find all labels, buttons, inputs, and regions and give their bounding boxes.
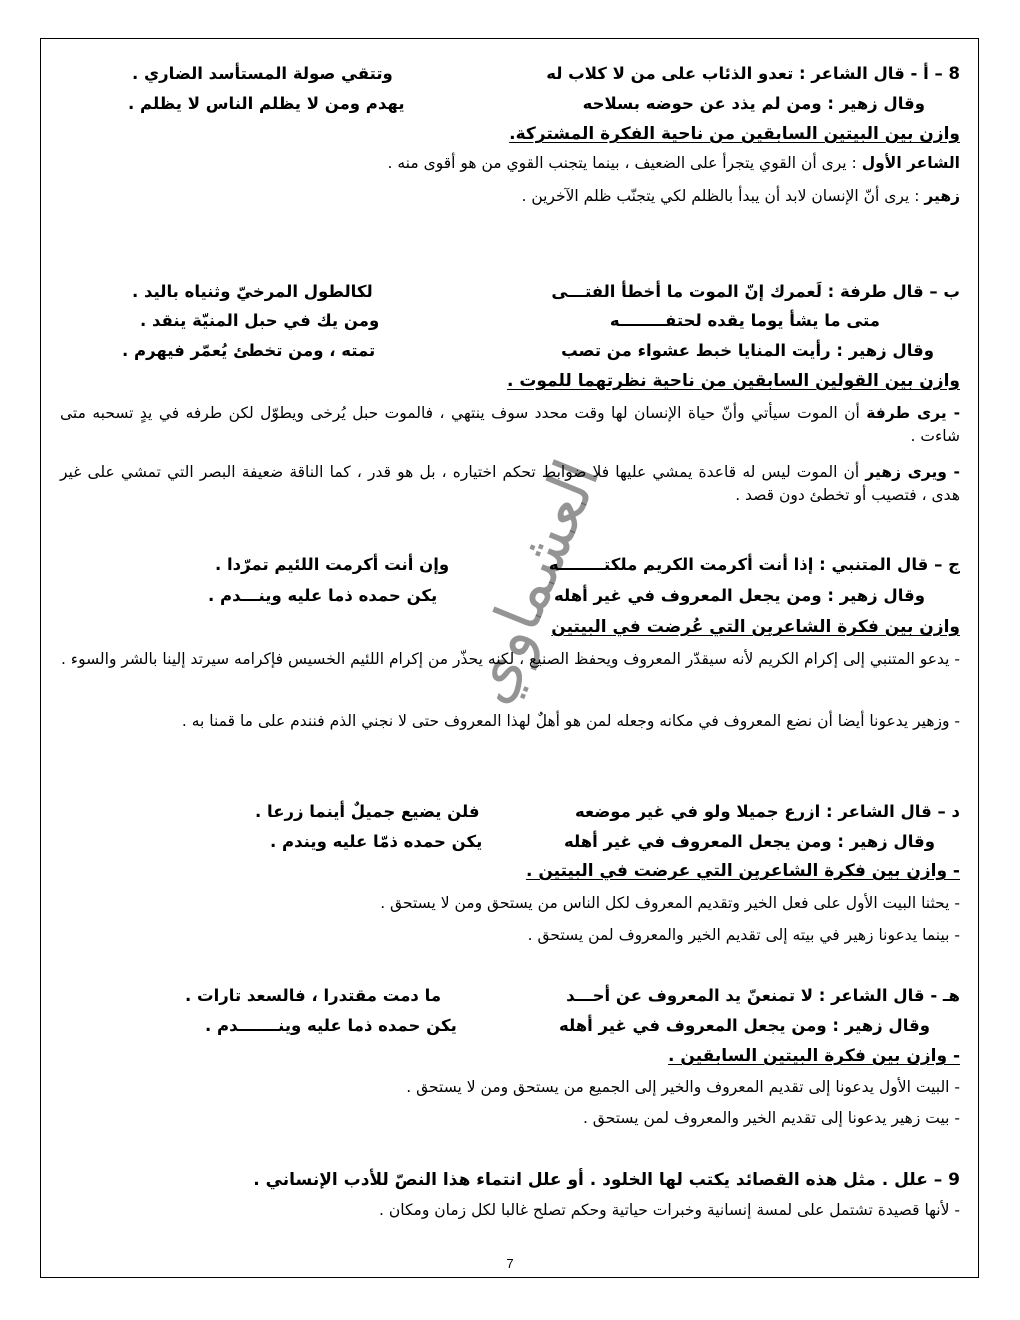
s8d-answer-2: - بينما يدعونا زهير في بيته إلى تقديم الخير والمعروف لمن يستحق . bbox=[527, 926, 960, 944]
s8e-answer-1: - البيت الأول يدعونا إلى تقديم المعروف والخير إلى الجميع من يستحق ومن لا يستحق . bbox=[406, 1078, 960, 1096]
s8d-verse2-first-half: وقال زهير : ومن يجعل المعروف في غير أهله bbox=[563, 832, 935, 851]
s8a-answer-1-label: الشاعر الأول bbox=[861, 154, 960, 172]
s8b-verse1-second-half: لكالطول المرخيّ وثنياه باليد . bbox=[132, 282, 373, 301]
s8d-question: - وازن بين فكرة الشاعرين التي عرضت في البيتين . bbox=[525, 861, 960, 881]
s8e-verse2-second-half: يكن حمده ذما عليه وينـــــــدم . bbox=[205, 1016, 457, 1035]
s8b-answer-2-text: أن الموت ليس له قاعدة يمشي عليها فلا ضوابط تحكم اختياره ، بل هو قدر ، كما الناقة ضعيفة البصر التي تمشي على غير هدى ، فتصيب أو تخطئ دون قصد . bbox=[60, 463, 960, 504]
s8a-verse1-second-half: وتتقي صولة المستأسد الضاري . bbox=[132, 64, 393, 83]
s8b-verse2-first-half: متى ما يشأ يوما يقده لحتفــــــــه bbox=[609, 311, 880, 330]
s8b-verse1-first-half: ب – قال طرفة : لَعمرك إنّ الموت ما أخطأ الفتـــى bbox=[551, 282, 960, 301]
s8e-answer-2: - بيت زهير يدعونا إلى تقديم الخير والمعروف لمن يستحق . bbox=[582, 1109, 960, 1127]
s8b-verse2-second-half: ومن يك في حبل المنيّة ينقد . bbox=[140, 311, 380, 330]
s8c-question: وازن بين فكرة الشاعرين التي عُرضت في البيتين bbox=[551, 617, 960, 637]
s8d-answer-1: - يحثنا البيت الأول على فعل الخير وتقديم المعروف لكل الناس من يستحق ومن لا يستحق . bbox=[380, 894, 960, 912]
s8c-verse2-second-half: يكن حمده ذما عليه وينـــدم . bbox=[208, 586, 438, 605]
s8b-verse3-second-half: تمته ، ومن تخطئ يُعمّر فيهرم . bbox=[122, 341, 376, 360]
s8d-verse1-second-half: فلن يضيع جميلٌ أينما زرعا . bbox=[255, 802, 480, 821]
s8b-answer-1 bbox=[60, 402, 960, 448]
s8b-answer-2-label: - ويرى زهير bbox=[865, 463, 960, 481]
s8b-question: وازن بين القولين السابقين من ناحية نظرتهما للموت . bbox=[506, 371, 960, 391]
s8a-question: وازن بين البيتين السابقين من ناحية الفكرة المشتركة. bbox=[509, 124, 960, 144]
s8a-answer-2 bbox=[521, 189, 960, 205]
s8e-verse1-second-half: ما دمت مقتدرا ، فالسعد تارات . bbox=[185, 986, 442, 1005]
s8d-verse1-first-half: د – قال الشاعر : ازرع جميلا ولو في غير موضعه bbox=[575, 802, 960, 821]
s8b-answer-1-text: أن الموت سيأتي وأنّ حياة الإنسان لها وقت محدد سوف ينتهي ، فالموت حبل يُرخى ويطوّل لكن طرفه في يدٍ تسحبه متى شاءت . bbox=[60, 404, 960, 445]
s8a-answer-2-text: : يرى أنّ الإنسان لابد أن يبدأ بالظلم لكي يتجنّب ظلم الآخرين . bbox=[521, 187, 925, 205]
s8c-verse1-first-half: ج – قال المتنبي : إذا أنت أكرمت الكريم ملكتــــــــه bbox=[548, 555, 960, 574]
s8a-answer-2-label: زهير bbox=[924, 187, 960, 205]
s9-answer: - لأنها قصيدة تشتمل على لمسة إنسانية وخبرات حياتية وحكم تصلح غالبا لكل زمان ومكان . bbox=[379, 1201, 960, 1219]
page-number: 7 bbox=[506, 1256, 514, 1271]
s8c-answer-2: - وزهير يدعونا أيضا أن نضع المعروف في مكانه وجعله لمن هو أهلٌ لهذا المعروف حتى لا نجني الذم فنندم على ما قمنا به . bbox=[181, 712, 960, 730]
watermark: العشماوي bbox=[450, 449, 614, 714]
s8e-verse2-first-half: وقال زهير : ومن يجعل المعروف في غير أهله bbox=[558, 1016, 930, 1035]
s8a-verse2-second-half: يهدم ومن لا يظلم الناس لا يظلم . bbox=[128, 94, 405, 113]
s8a-answer-1-text: : يرى أن القوي يتجرأ على الضعيف ، بينما يتجنب القوي من هو أقوى منه . bbox=[387, 154, 862, 172]
s8d-verse2-second-half: يكن حمده ذمّا عليه ويندم . bbox=[270, 832, 483, 851]
s8a-verse2-first-half: وقال زهير : ومن لم يذد عن حوضه بسلاحه bbox=[582, 94, 925, 113]
s8c-verse1-second-half: وإن أنت أكرمت اللئيم تمرّدا . bbox=[215, 555, 450, 574]
s8e-question: - وازن بين فكرة البيتين السابقين . bbox=[668, 1046, 960, 1066]
s8c-answer-1: - يدعو المتنبي إلى إكرام الكريم لأنه سيقدّر المعروف ويحفظ الصنيع ، لكنه يحذّر من إكرام اللئيم الخسيس فإكرامه سيرتد إلينا بالشر والسوء . bbox=[60, 650, 960, 668]
s9-question: 9 – علل . مثل هذه القصائد يكتب لها الخلود . أو علل انتماء هذا النصّ للأدب الإنساني . bbox=[253, 1170, 960, 1190]
s8c-verse2-first-half: وقال زهير : ومن يجعل المعروف في غير أهله bbox=[553, 586, 925, 605]
s8b-verse3-first-half: وقال زهير : رأيت المنايا خبط عشواء من تصب bbox=[561, 341, 934, 360]
s8a-answer-1 bbox=[388, 156, 961, 172]
s8b-answer-1-label: - يرى طرفة bbox=[866, 404, 961, 422]
s8e-verse1-first-half: هـ - قال الشاعر : لا تمنعنّ يد المعروف عن أحـــد bbox=[566, 986, 960, 1005]
s8b-answer-2 bbox=[60, 461, 960, 507]
s8a-verse1-first-half: 8 – أ - قال الشاعر : تعدو الذئاب على من لا كلاب له bbox=[546, 64, 960, 83]
